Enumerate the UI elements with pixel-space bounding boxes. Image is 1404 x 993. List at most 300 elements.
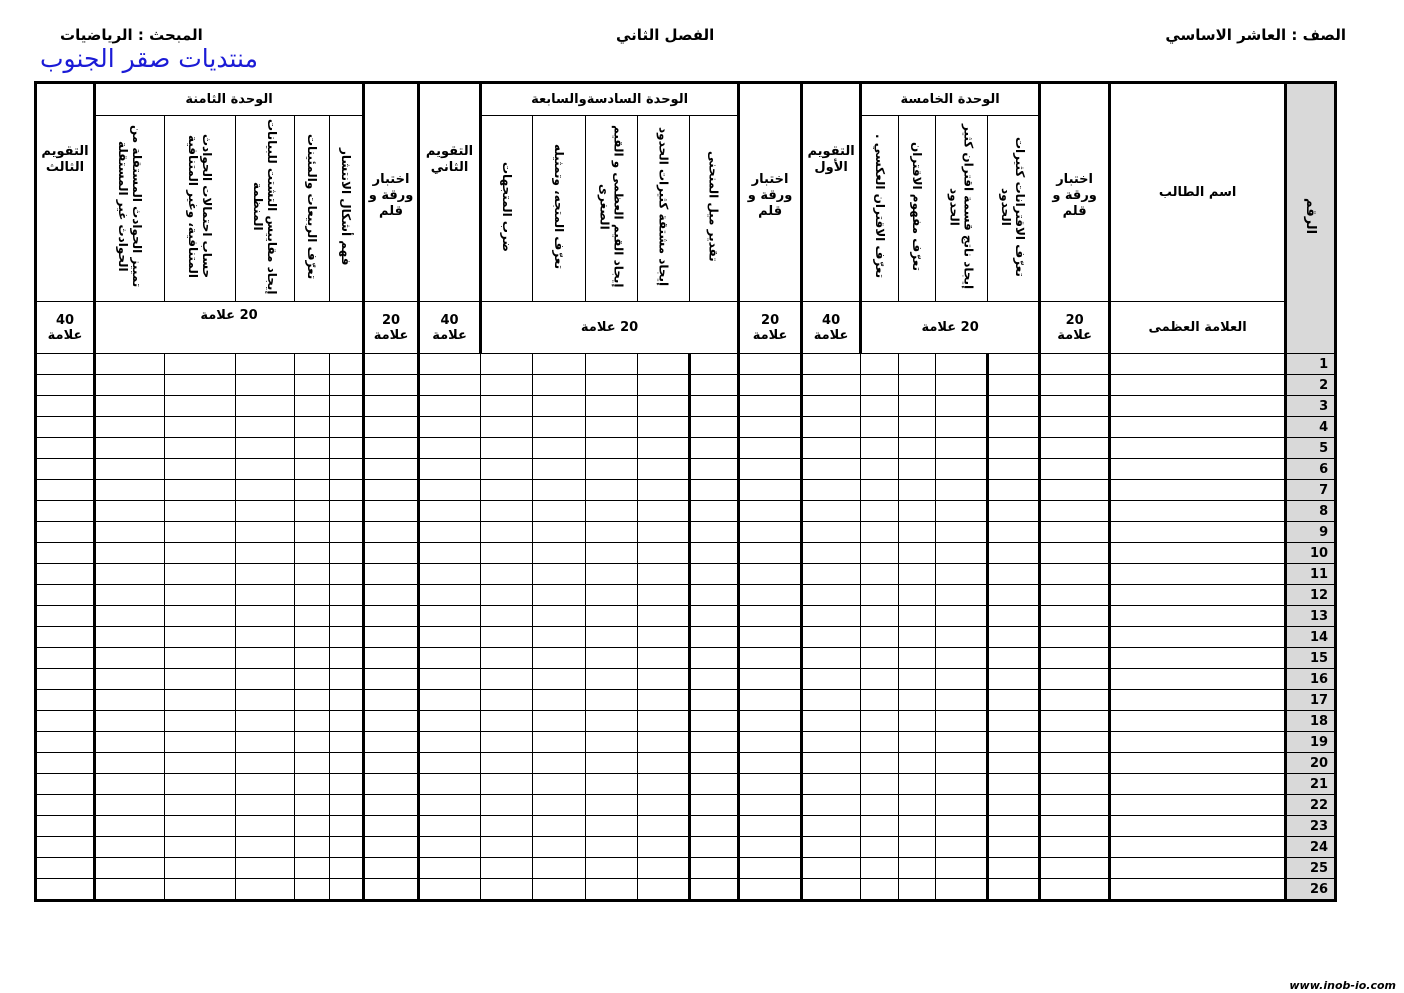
grade-cell[interactable]	[295, 795, 330, 816]
grade-cell[interactable]	[330, 858, 364, 879]
grade-cell[interactable]	[330, 543, 364, 564]
grade-cell[interactable]	[739, 522, 802, 543]
grade-cell[interactable]	[988, 375, 1040, 396]
grade-cell[interactable]	[533, 837, 586, 858]
grade-cell[interactable]	[419, 585, 481, 606]
grade-cell[interactable]	[481, 648, 533, 669]
grade-cell[interactable]	[899, 837, 936, 858]
grade-cell[interactable]	[899, 879, 936, 901]
grade-cell[interactable]	[899, 354, 936, 375]
grade-cell[interactable]	[1040, 522, 1110, 543]
grade-cell[interactable]	[364, 480, 419, 501]
grade-cell[interactable]	[364, 375, 419, 396]
grade-cell[interactable]	[364, 732, 419, 753]
grade-cell[interactable]	[295, 879, 330, 901]
grade-cell[interactable]	[36, 732, 95, 753]
student-name-cell[interactable]	[1110, 522, 1286, 543]
grade-cell[interactable]	[802, 711, 861, 732]
grade-cell[interactable]	[690, 816, 739, 837]
grade-cell[interactable]	[533, 354, 586, 375]
grade-cell[interactable]	[638, 396, 690, 417]
grade-cell[interactable]	[165, 669, 236, 690]
grade-cell[interactable]	[1040, 753, 1110, 774]
grade-cell[interactable]	[586, 501, 638, 522]
student-name-cell[interactable]	[1110, 564, 1286, 585]
grade-cell[interactable]	[899, 396, 936, 417]
student-name-cell[interactable]	[1110, 627, 1286, 648]
grade-cell[interactable]	[988, 858, 1040, 879]
grade-cell[interactable]	[586, 774, 638, 795]
grade-cell[interactable]	[295, 522, 330, 543]
student-name-cell[interactable]	[1110, 816, 1286, 837]
grade-cell[interactable]	[95, 417, 165, 438]
grade-cell[interactable]	[481, 354, 533, 375]
grade-cell[interactable]	[330, 564, 364, 585]
grade-cell[interactable]	[638, 501, 690, 522]
grade-cell[interactable]	[586, 375, 638, 396]
grade-cell[interactable]	[481, 480, 533, 501]
grade-cell[interactable]	[330, 627, 364, 648]
grade-cell[interactable]	[364, 711, 419, 732]
grade-cell[interactable]	[638, 648, 690, 669]
grade-cell[interactable]	[165, 606, 236, 627]
grade-cell[interactable]	[295, 564, 330, 585]
grade-cell[interactable]	[802, 858, 861, 879]
grade-cell[interactable]	[861, 711, 899, 732]
grade-cell[interactable]	[236, 795, 295, 816]
grade-cell[interactable]	[899, 606, 936, 627]
grade-cell[interactable]	[802, 522, 861, 543]
grade-cell[interactable]	[1040, 585, 1110, 606]
grade-cell[interactable]	[739, 753, 802, 774]
grade-cell[interactable]	[690, 627, 739, 648]
grade-cell[interactable]	[95, 375, 165, 396]
grade-cell[interactable]	[739, 627, 802, 648]
grade-cell[interactable]	[95, 522, 165, 543]
grade-cell[interactable]	[988, 417, 1040, 438]
grade-cell[interactable]	[638, 417, 690, 438]
grade-cell[interactable]	[861, 837, 899, 858]
grade-cell[interactable]	[481, 459, 533, 480]
grade-cell[interactable]	[419, 396, 481, 417]
grade-cell[interactable]	[533, 375, 586, 396]
student-name-cell[interactable]	[1110, 501, 1286, 522]
grade-cell[interactable]	[586, 753, 638, 774]
grade-cell[interactable]	[1040, 774, 1110, 795]
grade-cell[interactable]	[861, 396, 899, 417]
grade-cell[interactable]	[295, 732, 330, 753]
grade-cell[interactable]	[988, 774, 1040, 795]
student-name-cell[interactable]	[1110, 480, 1286, 501]
grade-cell[interactable]	[936, 543, 988, 564]
grade-cell[interactable]	[586, 648, 638, 669]
grade-cell[interactable]	[936, 837, 988, 858]
grade-cell[interactable]	[1040, 732, 1110, 753]
grade-cell[interactable]	[586, 480, 638, 501]
grade-cell[interactable]	[533, 774, 586, 795]
grade-cell[interactable]	[95, 459, 165, 480]
grade-cell[interactable]	[690, 438, 739, 459]
grade-cell[interactable]	[481, 543, 533, 564]
student-name-cell[interactable]	[1110, 459, 1286, 480]
grade-cell[interactable]	[533, 459, 586, 480]
grade-cell[interactable]	[861, 438, 899, 459]
grade-cell[interactable]	[802, 501, 861, 522]
grade-cell[interactable]	[739, 585, 802, 606]
grade-cell[interactable]	[638, 438, 690, 459]
grade-cell[interactable]	[936, 858, 988, 879]
grade-cell[interactable]	[236, 753, 295, 774]
grade-cell[interactable]	[295, 417, 330, 438]
grade-cell[interactable]	[364, 669, 419, 690]
grade-cell[interactable]	[638, 585, 690, 606]
grade-cell[interactable]	[861, 732, 899, 753]
grade-cell[interactable]	[690, 417, 739, 438]
grade-cell[interactable]	[936, 627, 988, 648]
grade-cell[interactable]	[36, 417, 95, 438]
grade-cell[interactable]	[481, 585, 533, 606]
grade-cell[interactable]	[236, 627, 295, 648]
grade-cell[interactable]	[690, 585, 739, 606]
grade-cell[interactable]	[861, 543, 899, 564]
grade-cell[interactable]	[739, 774, 802, 795]
grade-cell[interactable]	[1040, 501, 1110, 522]
grade-cell[interactable]	[1040, 480, 1110, 501]
grade-cell[interactable]	[295, 438, 330, 459]
grade-cell[interactable]	[586, 354, 638, 375]
grade-cell[interactable]	[419, 480, 481, 501]
grade-cell[interactable]	[236, 816, 295, 837]
grade-cell[interactable]	[419, 606, 481, 627]
grade-cell[interactable]	[802, 438, 861, 459]
grade-cell[interactable]	[988, 837, 1040, 858]
grade-cell[interactable]	[1040, 564, 1110, 585]
grade-cell[interactable]	[481, 375, 533, 396]
grade-cell[interactable]	[481, 837, 533, 858]
grade-cell[interactable]	[586, 459, 638, 480]
student-name-cell[interactable]	[1110, 837, 1286, 858]
grade-cell[interactable]	[95, 396, 165, 417]
grade-cell[interactable]	[236, 858, 295, 879]
grade-cell[interactable]	[586, 711, 638, 732]
grade-cell[interactable]	[899, 564, 936, 585]
grade-cell[interactable]	[36, 375, 95, 396]
grade-cell[interactable]	[236, 564, 295, 585]
grade-cell[interactable]	[165, 858, 236, 879]
grade-cell[interactable]	[899, 774, 936, 795]
grade-cell[interactable]	[364, 858, 419, 879]
grade-cell[interactable]	[586, 858, 638, 879]
grade-cell[interactable]	[36, 816, 95, 837]
grade-cell[interactable]	[586, 543, 638, 564]
grade-cell[interactable]	[899, 816, 936, 837]
grade-cell[interactable]	[690, 837, 739, 858]
grade-cell[interactable]	[295, 711, 330, 732]
grade-cell[interactable]	[739, 648, 802, 669]
grade-cell[interactable]	[36, 564, 95, 585]
grade-cell[interactable]	[364, 816, 419, 837]
grade-cell[interactable]	[739, 879, 802, 901]
grade-cell[interactable]	[364, 396, 419, 417]
grade-cell[interactable]	[802, 417, 861, 438]
grade-cell[interactable]	[295, 480, 330, 501]
grade-cell[interactable]	[638, 795, 690, 816]
grade-cell[interactable]	[364, 795, 419, 816]
grade-cell[interactable]	[165, 438, 236, 459]
grade-cell[interactable]	[533, 816, 586, 837]
grade-cell[interactable]	[638, 837, 690, 858]
grade-cell[interactable]	[988, 690, 1040, 711]
grade-cell[interactable]	[899, 522, 936, 543]
grade-cell[interactable]	[936, 396, 988, 417]
grade-cell[interactable]	[364, 879, 419, 901]
grade-cell[interactable]	[802, 627, 861, 648]
grade-cell[interactable]	[364, 837, 419, 858]
grade-cell[interactable]	[638, 816, 690, 837]
grade-cell[interactable]	[330, 648, 364, 669]
grade-cell[interactable]	[899, 501, 936, 522]
student-name-cell[interactable]	[1110, 753, 1286, 774]
grade-cell[interactable]	[165, 543, 236, 564]
grade-cell[interactable]	[988, 480, 1040, 501]
grade-cell[interactable]	[533, 480, 586, 501]
grade-cell[interactable]	[95, 753, 165, 774]
grade-cell[interactable]	[690, 564, 739, 585]
grade-cell[interactable]	[236, 459, 295, 480]
grade-cell[interactable]	[802, 354, 861, 375]
grade-cell[interactable]	[165, 774, 236, 795]
grade-cell[interactable]	[638, 774, 690, 795]
grade-cell[interactable]	[802, 480, 861, 501]
grade-cell[interactable]	[802, 648, 861, 669]
grade-cell[interactable]	[936, 669, 988, 690]
grade-cell[interactable]	[419, 501, 481, 522]
grade-cell[interactable]	[586, 438, 638, 459]
grade-cell[interactable]	[690, 480, 739, 501]
grade-cell[interactable]	[330, 732, 364, 753]
grade-cell[interactable]	[936, 753, 988, 774]
grade-cell[interactable]	[165, 690, 236, 711]
grade-cell[interactable]	[364, 627, 419, 648]
grade-cell[interactable]	[988, 606, 1040, 627]
grade-cell[interactable]	[936, 690, 988, 711]
grade-cell[interactable]	[586, 795, 638, 816]
grade-cell[interactable]	[690, 375, 739, 396]
grade-cell[interactable]	[988, 459, 1040, 480]
grade-cell[interactable]	[739, 564, 802, 585]
grade-cell[interactable]	[802, 690, 861, 711]
grade-cell[interactable]	[364, 690, 419, 711]
grade-cell[interactable]	[739, 480, 802, 501]
grade-cell[interactable]	[364, 459, 419, 480]
grade-cell[interactable]	[364, 417, 419, 438]
grade-cell[interactable]	[802, 585, 861, 606]
grade-cell[interactable]	[236, 375, 295, 396]
grade-cell[interactable]	[36, 795, 95, 816]
grade-cell[interactable]	[165, 753, 236, 774]
grade-cell[interactable]	[861, 774, 899, 795]
grade-cell[interactable]	[165, 396, 236, 417]
grade-cell[interactable]	[95, 690, 165, 711]
grade-cell[interactable]	[988, 501, 1040, 522]
grade-cell[interactable]	[638, 711, 690, 732]
grade-cell[interactable]	[988, 585, 1040, 606]
grade-cell[interactable]	[988, 396, 1040, 417]
grade-cell[interactable]	[586, 837, 638, 858]
grade-cell[interactable]	[330, 837, 364, 858]
grade-cell[interactable]	[533, 564, 586, 585]
grade-cell[interactable]	[36, 543, 95, 564]
grade-cell[interactable]	[295, 354, 330, 375]
grade-cell[interactable]	[690, 711, 739, 732]
grade-cell[interactable]	[586, 690, 638, 711]
grade-cell[interactable]	[95, 585, 165, 606]
grade-cell[interactable]	[899, 753, 936, 774]
grade-cell[interactable]	[165, 354, 236, 375]
grade-cell[interactable]	[638, 522, 690, 543]
grade-cell[interactable]	[481, 501, 533, 522]
grade-cell[interactable]	[165, 648, 236, 669]
grade-cell[interactable]	[1040, 438, 1110, 459]
grade-cell[interactable]	[95, 627, 165, 648]
grade-cell[interactable]	[586, 732, 638, 753]
grade-cell[interactable]	[481, 606, 533, 627]
grade-cell[interactable]	[165, 375, 236, 396]
grade-cell[interactable]	[165, 816, 236, 837]
grade-cell[interactable]	[533, 627, 586, 648]
grade-cell[interactable]	[95, 732, 165, 753]
grade-cell[interactable]	[533, 606, 586, 627]
grade-cell[interactable]	[739, 732, 802, 753]
grade-cell[interactable]	[638, 753, 690, 774]
grade-cell[interactable]	[1040, 837, 1110, 858]
grade-cell[interactable]	[364, 606, 419, 627]
grade-cell[interactable]	[936, 648, 988, 669]
grade-cell[interactable]	[419, 795, 481, 816]
grade-cell[interactable]	[295, 690, 330, 711]
grade-cell[interactable]	[861, 648, 899, 669]
grade-cell[interactable]	[419, 774, 481, 795]
grade-cell[interactable]	[95, 816, 165, 837]
grade-cell[interactable]	[586, 396, 638, 417]
grade-cell[interactable]	[690, 858, 739, 879]
student-name-cell[interactable]	[1110, 711, 1286, 732]
grade-cell[interactable]	[95, 480, 165, 501]
grade-cell[interactable]	[165, 564, 236, 585]
grade-cell[interactable]	[295, 543, 330, 564]
grade-cell[interactable]	[739, 459, 802, 480]
grade-cell[interactable]	[236, 879, 295, 901]
grade-cell[interactable]	[533, 753, 586, 774]
grade-cell[interactable]	[899, 480, 936, 501]
grade-cell[interactable]	[861, 459, 899, 480]
grade-cell[interactable]	[936, 501, 988, 522]
grade-cell[interactable]	[364, 753, 419, 774]
grade-cell[interactable]	[861, 627, 899, 648]
grade-cell[interactable]	[1040, 648, 1110, 669]
grade-cell[interactable]	[481, 438, 533, 459]
student-name-cell[interactable]	[1110, 648, 1286, 669]
grade-cell[interactable]	[481, 858, 533, 879]
grade-cell[interactable]	[690, 543, 739, 564]
grade-cell[interactable]	[364, 564, 419, 585]
grade-cell[interactable]	[36, 711, 95, 732]
grade-cell[interactable]	[936, 459, 988, 480]
grade-cell[interactable]	[988, 879, 1040, 901]
grade-cell[interactable]	[1040, 858, 1110, 879]
grade-cell[interactable]	[690, 459, 739, 480]
grade-cell[interactable]	[419, 669, 481, 690]
grade-cell[interactable]	[1040, 459, 1110, 480]
grade-cell[interactable]	[236, 669, 295, 690]
grade-cell[interactable]	[690, 648, 739, 669]
grade-cell[interactable]	[936, 522, 988, 543]
grade-cell[interactable]	[690, 501, 739, 522]
grade-cell[interactable]	[861, 522, 899, 543]
grade-cell[interactable]	[988, 795, 1040, 816]
student-name-cell[interactable]	[1110, 354, 1286, 375]
grade-cell[interactable]	[861, 816, 899, 837]
grade-cell[interactable]	[481, 669, 533, 690]
grade-cell[interactable]	[690, 690, 739, 711]
grade-cell[interactable]	[95, 543, 165, 564]
grade-cell[interactable]	[1040, 690, 1110, 711]
grade-cell[interactable]	[419, 417, 481, 438]
grade-cell[interactable]	[95, 774, 165, 795]
grade-cell[interactable]	[236, 711, 295, 732]
student-name-cell[interactable]	[1110, 585, 1286, 606]
grade-cell[interactable]	[1040, 606, 1110, 627]
grade-cell[interactable]	[861, 501, 899, 522]
grade-cell[interactable]	[95, 711, 165, 732]
grade-cell[interactable]	[936, 711, 988, 732]
grade-cell[interactable]	[419, 522, 481, 543]
grade-cell[interactable]	[533, 690, 586, 711]
grade-cell[interactable]	[330, 417, 364, 438]
grade-cell[interactable]	[936, 375, 988, 396]
grade-cell[interactable]	[936, 816, 988, 837]
grade-cell[interactable]	[419, 354, 481, 375]
grade-cell[interactable]	[330, 879, 364, 901]
grade-cell[interactable]	[330, 438, 364, 459]
grade-cell[interactable]	[364, 648, 419, 669]
grade-cell[interactable]	[1040, 669, 1110, 690]
grade-cell[interactable]	[739, 858, 802, 879]
grade-cell[interactable]	[638, 627, 690, 648]
grade-cell[interactable]	[533, 417, 586, 438]
grade-cell[interactable]	[330, 396, 364, 417]
grade-cell[interactable]	[36, 774, 95, 795]
student-name-cell[interactable]	[1110, 879, 1286, 901]
grade-cell[interactable]	[533, 669, 586, 690]
grade-cell[interactable]	[861, 564, 899, 585]
grade-cell[interactable]	[236, 417, 295, 438]
grade-cell[interactable]	[419, 690, 481, 711]
grade-cell[interactable]	[36, 438, 95, 459]
grade-cell[interactable]	[419, 459, 481, 480]
grade-cell[interactable]	[638, 375, 690, 396]
grade-cell[interactable]	[936, 564, 988, 585]
grade-cell[interactable]	[638, 858, 690, 879]
grade-cell[interactable]	[419, 438, 481, 459]
grade-cell[interactable]	[936, 795, 988, 816]
grade-cell[interactable]	[586, 627, 638, 648]
student-name-cell[interactable]	[1110, 858, 1286, 879]
grade-cell[interactable]	[95, 879, 165, 901]
grade-cell[interactable]	[236, 543, 295, 564]
grade-cell[interactable]	[638, 543, 690, 564]
grade-cell[interactable]	[936, 354, 988, 375]
